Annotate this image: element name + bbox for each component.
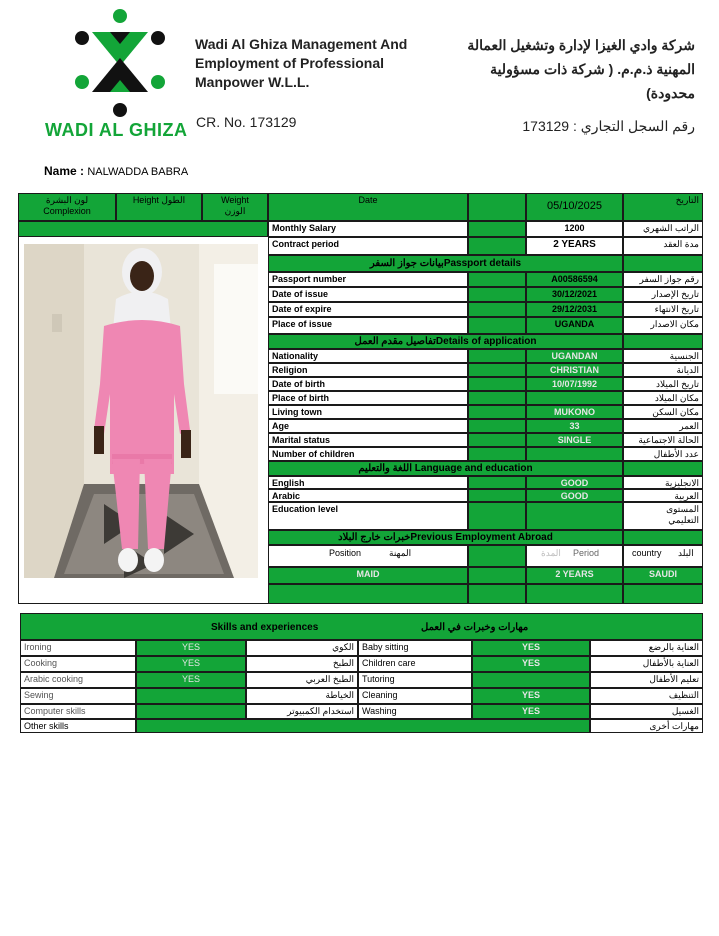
education-value [526, 502, 623, 530]
skill-washing-value: YES [472, 704, 590, 719]
skill-tutoring-label: Tutoring [358, 672, 472, 688]
applicant-photo [24, 244, 258, 578]
skill-sewing-ar: الخياطة [246, 688, 358, 704]
skill-cooking-value: YES [136, 656, 246, 672]
english-ar: الانجليزية [623, 476, 703, 489]
passport-number-label: Passport number [268, 272, 468, 287]
skill-babysitting-ar: العناية بالرضع [590, 640, 703, 656]
marital-status-value: SINGLE [526, 433, 623, 447]
application-section-right [623, 334, 703, 349]
date-header: Date [268, 193, 468, 221]
arabic-value: GOOD [526, 489, 623, 502]
application-section-title: تفاصيل مقدم العملDetails of application [268, 334, 623, 349]
period-en-header: Period [573, 548, 600, 558]
issue-date-value: 30/12/2021 [526, 287, 623, 302]
height-header: Height الطول [116, 193, 202, 221]
nationality-label: Nationality [268, 349, 468, 363]
passport-number-ar: رقم جواز السفر [623, 272, 703, 287]
country-en: country [632, 548, 662, 558]
nationality-value: UGANDAN [526, 349, 623, 363]
skill-other-ar: مهارات أخرى [590, 719, 703, 733]
employment-section-right [623, 530, 703, 545]
skill-cooking-ar: الطبخ [246, 656, 358, 672]
position-en: Position [329, 548, 362, 558]
skill-sewing-label: Sewing [20, 688, 136, 704]
logo-text: WADI AL GHIZA [45, 120, 188, 140]
issue-place-ar: مكان الاصدار [623, 317, 703, 334]
salary-ar: الراتب الشهري [623, 221, 703, 237]
salary-value: 1200 [526, 221, 623, 237]
birth-date-value: 10/07/1992 [526, 377, 623, 391]
skill-computer-label: Computer skills [20, 704, 136, 719]
position-ar: المهنة [389, 548, 412, 558]
employment-empty-row [468, 584, 526, 604]
application-spacer [468, 349, 526, 363]
living-town-label: Living town [268, 405, 468, 419]
education-label: Education level [268, 502, 468, 530]
skill-other-label: Other skills [20, 719, 136, 733]
name-line [44, 164, 188, 178]
passport-number-value: A00586594 [526, 272, 623, 287]
skill-cooking-label: Cooking [20, 656, 136, 672]
employment-country-value: SAUDI [623, 567, 703, 584]
age-label: Age [268, 419, 468, 433]
skill-tutoring-ar: تعليم الأطفال [590, 672, 703, 688]
cr-number-ar: رقم السجل التجاري : 173129 [522, 118, 695, 134]
date-ar: التاريخ [623, 193, 703, 221]
children-ar: عدد الأطفال [623, 447, 703, 461]
country-ar: البلد [678, 548, 694, 558]
expire-date-ar: تاريخ الانتهاء [623, 302, 703, 317]
employment-empty-row [268, 584, 468, 604]
religion-value: CHRISTIAN [526, 363, 623, 377]
application-spacer [468, 447, 526, 461]
skills-title-ar: مهارات وخبرات في العمل [421, 622, 529, 633]
passport-spacer [468, 272, 526, 287]
marital-status-label: Marital status [268, 433, 468, 447]
skill-tutoring-value [472, 672, 590, 688]
language-spacer [468, 476, 526, 489]
period-ar-header: المدة [541, 548, 561, 558]
company-logo [70, 6, 170, 118]
age-ar: العمر [623, 419, 703, 433]
weight-header: Weight الوزن [202, 193, 268, 221]
logo-emblem-icon [70, 6, 170, 118]
skill-arabiccooking-value: YES [136, 672, 246, 688]
company-name-ar: شركة وادي الغيزا لإدارة وتشغيل العمالة المهنية ذ.م.م. ( شركة ذات مسؤولية محدودة) [467, 37, 695, 101]
skill-washing-label: Washing [358, 704, 472, 719]
skill-babysitting-value: YES [472, 640, 590, 656]
application-spacer [468, 377, 526, 391]
employment-empty-row [623, 584, 703, 604]
issue-date-ar: تاريخ الإصدار [623, 287, 703, 302]
english-label: English [268, 476, 468, 489]
employment-empty-row [526, 584, 623, 604]
language-section-right [623, 461, 703, 476]
living-town-ar: مكان السكن [623, 405, 703, 419]
passport-section-right [623, 255, 703, 272]
arabic-ar: العربية [623, 489, 703, 502]
complexion-header: لون البشرة Complexion [18, 193, 116, 221]
skill-ironing-label: Ironing [20, 640, 136, 656]
birth-date-ar: تاريخ الميلاد [623, 377, 703, 391]
passport-spacer [468, 302, 526, 317]
application-spacer [468, 433, 526, 447]
education-spacer [468, 502, 526, 530]
issue-place-value: UGANDA [526, 317, 623, 334]
salary-label: Monthly Salary [268, 221, 468, 237]
skill-other-value [136, 719, 590, 733]
skill-childrencare-ar: العناية بالأطفال [590, 656, 703, 672]
language-spacer [468, 489, 526, 502]
application-spacer [468, 391, 526, 405]
expire-date-label: Date of expire [268, 302, 468, 317]
arabic-label: Arabic [268, 489, 468, 502]
period-spacer [468, 237, 526, 255]
religion-label: Religion [268, 363, 468, 377]
date-value: 05/10/2025 [526, 193, 623, 221]
position-header [268, 545, 468, 567]
skill-computer-ar: استخدام الكمبيوتر [246, 704, 358, 719]
period-label: Contract period [268, 237, 468, 255]
application-spacer [468, 405, 526, 419]
skill-arabiccooking-ar: الطبخ العربي [246, 672, 358, 688]
english-value: GOOD [526, 476, 623, 489]
employment-position-value: MAID [268, 567, 468, 584]
employment-period-value: 2 YEARS [526, 567, 623, 584]
skill-cleaning-value: YES [472, 688, 590, 704]
skill-childrencare-label: Children care [358, 656, 472, 672]
employment-spacer [468, 567, 526, 584]
name-value: NALWADDA BABRA [87, 166, 189, 178]
passport-spacer [468, 287, 526, 302]
skill-ironing-ar: الكوي [246, 640, 358, 656]
skill-washing-ar: الغسيل [590, 704, 703, 719]
expire-date-value: 29/12/2031 [526, 302, 623, 317]
living-town-value: MUKONO [526, 405, 623, 419]
issue-place-label: Place of issue [268, 317, 468, 334]
children-label: Number of children [268, 447, 468, 461]
birth-place-value [526, 391, 623, 405]
date-spacer [468, 193, 526, 221]
passport-section-title: بيانات جواز السفرPassport details [268, 255, 623, 272]
nationality-ar: الجنسية [623, 349, 703, 363]
language-section-title: اللغة والتعليم Language and education [268, 461, 623, 476]
skills-title [20, 613, 703, 640]
skill-computer-value [136, 704, 246, 719]
application-spacer [468, 419, 526, 433]
age-value: 33 [526, 419, 623, 433]
salary-left-green [18, 221, 268, 237]
company-name-en: Wadi Al Ghiza Management And Employment of Professional Manpower W.L.L. [195, 36, 408, 90]
skill-childrencare-value: YES [472, 656, 590, 672]
passport-spacer [468, 317, 526, 334]
issue-date-label: Date of issue [268, 287, 468, 302]
salary-spacer [468, 221, 526, 237]
education-ar: المستوى التعليمي [623, 502, 703, 530]
skill-sewing-value [136, 688, 246, 704]
religion-ar: الديانة [623, 363, 703, 377]
skills-title-en: Skills and experiences [211, 622, 319, 633]
marital-status-ar: الحالة الاجتماعية [623, 433, 703, 447]
period-header [526, 545, 623, 567]
skill-babysitting-label: Baby sitting [358, 640, 472, 656]
name-label: Name : [44, 164, 85, 178]
employment-spacer [468, 545, 526, 567]
employment-section-title: خبرات خارج البلادPrevious Employment Abroad [268, 530, 623, 545]
application-spacer [468, 363, 526, 377]
birth-place-label: Place of birth [268, 391, 468, 405]
children-value [526, 447, 623, 461]
birth-place-ar: مكان الميلاد [623, 391, 703, 405]
applicant-photo-image [24, 244, 258, 578]
skill-cleaning-label: Cleaning [358, 688, 472, 704]
skill-cleaning-ar: التنظيف [590, 688, 703, 704]
skill-ironing-value: YES [136, 640, 246, 656]
period-value: 2 YEARS [526, 237, 623, 255]
birth-date-label: Date of birth [268, 377, 468, 391]
cr-number-en: CR. No. 173129 [196, 114, 297, 130]
country-header [623, 545, 703, 567]
skill-arabiccooking-label: Arabic cooking [20, 672, 136, 688]
period-ar: مدة العقد [623, 237, 703, 255]
